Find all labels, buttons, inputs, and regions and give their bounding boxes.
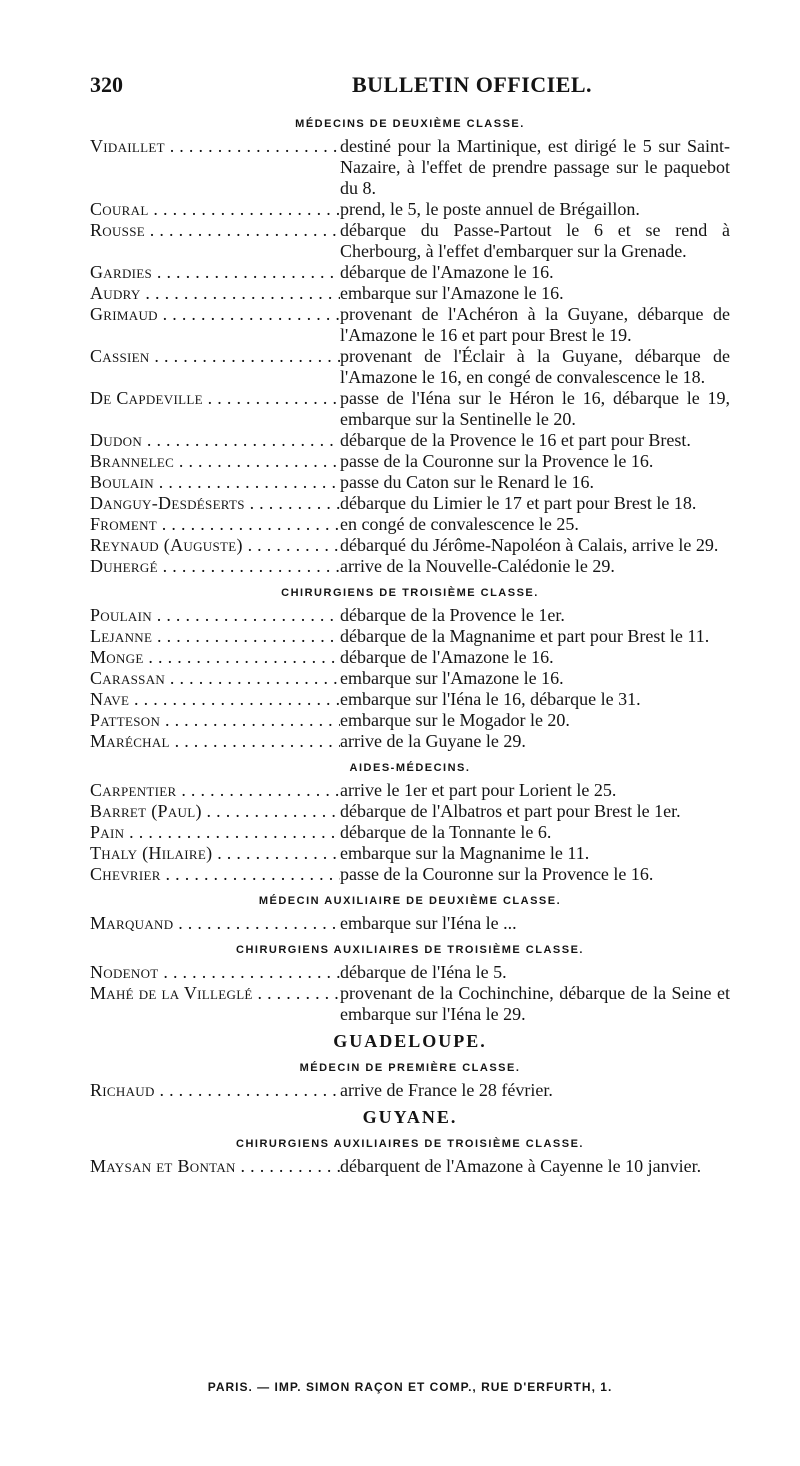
movement-description: débarqué du Jérôme-Napoléon à Calais, arrive le 29. [340, 535, 719, 555]
personnel-entry [90, 493, 730, 514]
officer-name: Poulain . . . [90, 605, 340, 626]
personnel-entry [90, 1080, 730, 1101]
personnel-entry [90, 780, 730, 801]
personnel-entry [90, 430, 730, 451]
movement-description: débarque de l'Iéna le 5. [340, 962, 507, 982]
movement-description: embarque sur l'Amazone le 16. [340, 283, 564, 303]
personnel-entry [90, 220, 730, 262]
personnel-entry [90, 626, 730, 647]
personnel-entry [90, 913, 730, 934]
page-number: 320 [90, 72, 123, 97]
movement-description: arrive le 1er et part pour Lorient le 25. [340, 780, 617, 800]
movement-description: provenant de la Cochinchine, débarque de la Seine et embarque sur l'Iéna le 29. [340, 983, 730, 1024]
rank-heading: MÉDECINS DE DEUXIÈME CLASSE. [295, 118, 525, 130]
personnel-entry [90, 843, 730, 864]
personnel-entry [90, 262, 730, 283]
officer-name: Marquand . . . [90, 913, 340, 934]
movement-description: débarque de la Tonnante le 6. [340, 822, 552, 842]
movement-description: provenant de l'Achéron à la Guyane, débarque de l'Amazone le 16 et part pour Brest le 19. [340, 304, 730, 345]
personnel-entry [90, 514, 730, 535]
personnel-entry [90, 962, 730, 983]
personnel-entry [90, 801, 730, 822]
personnel-entry [90, 647, 730, 668]
officer-name: Carpentier . . . [90, 780, 340, 801]
movement-description: en congé de convalescence le 25. [340, 514, 579, 534]
personnel-entry [90, 346, 730, 388]
officer-name: Vidaillet . . . [90, 136, 340, 157]
movement-description: provenant de l'Éclair à la Guyane, débarque de l'Amazone le 16, en congé de convalescence le 18. [340, 346, 730, 387]
movement-description: arrive de la Nouvelle-Calédonie le 29. [340, 556, 615, 576]
movement-description: débarque du Limier le 17 et part pour Brest le 18. [340, 493, 697, 513]
rank-heading: CHIRURGIENS AUXILIAIRES DE TROISIÈME CLASSE. [236, 944, 584, 956]
officer-name: Lejanne . . . [90, 626, 340, 647]
colony-heading: GUADELOUPE. [333, 1031, 487, 1051]
personnel-entry [90, 472, 730, 493]
colony-heading: GUYANE. [362, 1107, 458, 1127]
officer-name: De Capdeville . . . [90, 388, 340, 409]
personnel-entry [90, 668, 730, 689]
movement-description: passe du Caton sur le Renard le 16. [340, 472, 594, 492]
personnel-entry [90, 689, 730, 710]
officer-name: Maréchal . . . [90, 731, 340, 752]
officer-name: Barret (Paul) . . . [90, 801, 340, 822]
rank-heading: CHIRURGIENS AUXILIAIRES DE TROISIÈME CLASSE. [236, 1138, 584, 1150]
officer-name: Richaud . . . [90, 1080, 340, 1101]
movement-description: arrive de la Guyane le 29. [340, 731, 526, 751]
personnel-entry [90, 1156, 730, 1177]
officer-name: Maysan et Bontan . . . [90, 1156, 340, 1177]
movement-description: embarque sur l'Iéna le 16, débarque le 31. [340, 689, 641, 709]
movement-description: débarque de l'Albatros et part pour Brest le 1er. [340, 801, 681, 821]
officer-name: Patteson . . . [90, 710, 340, 731]
officer-name: Monge . . . [90, 647, 340, 668]
movement-description: embarque sur l'Amazone le 16. [340, 668, 564, 688]
personnel-entry [90, 535, 730, 556]
movement-description: débarque de l'Amazone le 16. [340, 647, 554, 667]
officer-name: Mahé de la Villeglé . . . [90, 983, 340, 1004]
officer-name: Rousse . . . [90, 220, 340, 241]
officer-name: Gardies . . . [90, 262, 340, 283]
movement-description: débarque de la Provence le 16 et part pour Brest. [340, 430, 691, 450]
movement-description: prend, le 5, le poste annuel de Brégaillon. [340, 199, 640, 219]
personnel-entry [90, 304, 730, 346]
personnel-entry [90, 731, 730, 752]
personnel-entry [90, 822, 730, 843]
officer-name: Grimaud . . . [90, 304, 340, 325]
officer-name: Thaly (Hilaire) . . . [90, 843, 340, 864]
officer-name: Reynaud (Auguste) . . . [90, 535, 340, 556]
officer-name: Coural . . . [90, 199, 340, 220]
personnel-entry [90, 864, 730, 885]
movement-description: débarque de l'Amazone le 16. [340, 262, 554, 282]
page-header [90, 72, 730, 106]
officer-name: Nave . . . [90, 689, 340, 710]
officer-name: Carassan . . . [90, 668, 340, 689]
running-title: BULLETIN OFFICIEL. [352, 72, 593, 97]
officer-name: Boulain . . . [90, 472, 340, 493]
officer-name: Froment . . . [90, 514, 340, 535]
officer-name: Cassien . . . [90, 346, 340, 367]
officer-name: Audry . . . [90, 283, 340, 304]
movement-description: embarque sur l'Iéna le ... [340, 913, 517, 933]
movement-description: débarque du Passe-Partout le 6 et se rend à Cherbourg, à l'effet d'embarquer sur la Grenade. [340, 220, 730, 261]
movement-description: embarque sur le Mogador le 20. [340, 710, 570, 730]
personnel-entry [90, 983, 730, 1025]
movement-description: débarque de la Provence le 1er. [340, 605, 565, 625]
officer-name: Chevrier . . . [90, 864, 340, 885]
personnel-entry [90, 388, 730, 430]
personnel-entry [90, 136, 730, 199]
movement-description: destiné pour la Martinique, est dirigé le 5 sur Saint-Nazaire, à l'effet de prendre passage sur le paquebot du 8. [340, 136, 730, 198]
officer-name: Nodenot . . . [90, 962, 340, 983]
rank-heading: AIDES-MÉDECINS. [349, 762, 471, 774]
personnel-entry [90, 451, 730, 472]
movement-description: débarquent de l'Amazone à Cayenne le 10 janvier. [340, 1156, 702, 1176]
personnel-entry [90, 710, 730, 731]
document-body [90, 118, 730, 1177]
printer-imprint: PARIS. — IMP. SIMON RAÇON ET COMP., RUE D'ERFURTH, 1. [207, 1380, 613, 1394]
movement-description: débarque de la Magnanime et part pour Brest le 11. [340, 626, 710, 646]
movement-description: embarque sur la Magnanime le 11. [340, 843, 590, 863]
rank-heading: CHIRURGIENS DE TROISIÈME CLASSE. [281, 587, 539, 599]
rank-heading: MÉDECIN AUXILIAIRE DE DEUXIÈME CLASSE. [258, 895, 562, 907]
officer-name: Danguy-Desdéserts . . . [90, 493, 340, 514]
officer-name: Duhergé . . . [90, 556, 340, 577]
movement-description: passe de l'Iéna sur le Héron le 16, débarque le 19, embarque sur la Sentinelle le 20. [340, 388, 730, 429]
officer-name: Pain . . . [90, 822, 340, 843]
personnel-entry [90, 199, 730, 220]
personnel-entry [90, 556, 730, 577]
personnel-entry [90, 283, 730, 304]
rank-heading: MÉDECIN DE PREMIÈRE CLASSE. [299, 1062, 521, 1074]
movement-description: passe de la Couronne sur la Provence le 16. [340, 451, 654, 471]
movement-description: passe de la Couronne sur la Provence le 16. [340, 864, 654, 884]
officer-name: Brannelec . . . [90, 451, 340, 472]
officer-name: Dudon . . . [90, 430, 340, 451]
movement-description: arrive de France le 28 février. [340, 1080, 553, 1100]
personnel-entry [90, 605, 730, 626]
